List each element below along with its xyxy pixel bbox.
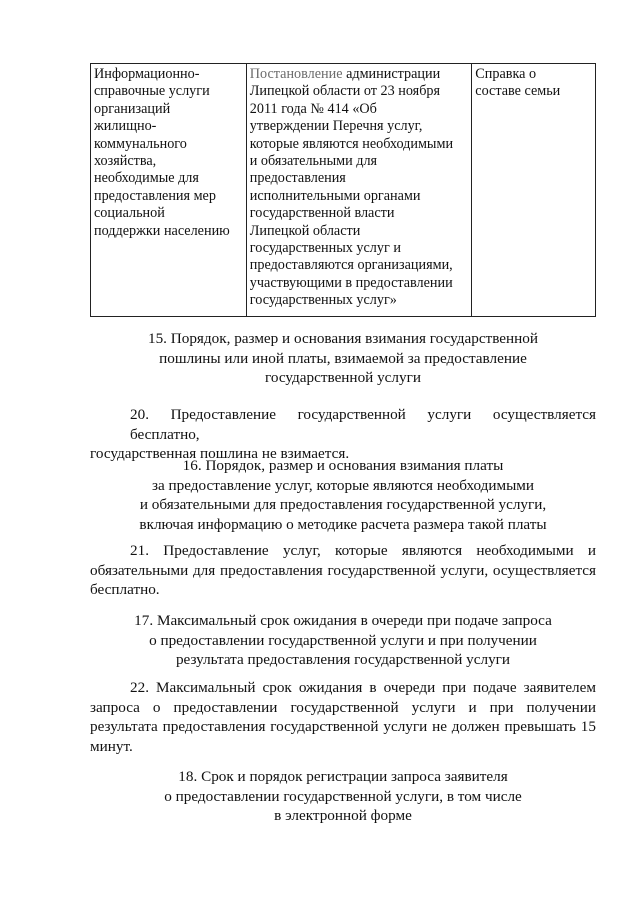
paragraph-line: государственная пошлина не взимается. [90,445,350,463]
heading-line: в электронной форме [274,807,412,825]
cell-text-line: социальной [94,205,165,222]
paragraph-line: 21. Предоставление услуг, которые являются необходимыми и [130,542,596,559]
paragraph-line: 22. Максимальный срок ожидания в очереди при подаче заявителем [130,679,596,696]
heading-line: государственной услуги [265,369,421,387]
cell-text-line: предоставления [249,170,346,187]
cell-text-line: справочные услуги [94,83,210,100]
section-17-heading [90,611,596,670]
cell-text-line: предоставляются организациями, [249,257,453,274]
heading-line: 15. Порядок, размер и основания взимания государственной [147,330,538,347]
cell-text-line: предоставления мер [94,187,216,204]
heading-line: включая информацию о методике расчета размера такой платы [139,515,547,533]
paragraph-20 [90,405,596,464]
paragraph-line: запроса о предоставлении государственной услуги и при получении [90,698,596,716]
cell-text-line [250,66,469,83]
cell-text-line: составе семьи [475,83,561,100]
heading-line: 17. Максимальный срок ожидания в очереди при подаче запроса [134,612,552,629]
heading-line: пошлины или иной платы, взимаемой за предоставление [159,349,527,367]
cell-text-line: Липецкой области от 23 ноября [249,83,441,100]
section-15-heading [90,329,596,388]
heading-line: результата предоставления государственной услуги [175,651,511,669]
heading-line: и обязательными для предоставления государственной услуги, [139,496,547,514]
paragraph-22 [90,678,596,756]
cell-text-line: хозяйства, [94,153,157,170]
legal-basis-first-rest: администрации [342,66,441,82]
cell-text-line: 2011 года № 414 «Об [249,100,377,117]
heading-line: 16. Порядок, размер и основания взимания платы [182,457,504,474]
heading-line: 18. Срок и порядок регистрации запроса заявителя [178,768,508,785]
cell-text-line: коммунального [94,135,187,152]
paragraph-line: обязательными для предоставления государственной услуги, осуществляется [90,561,596,579]
document-cell [472,64,596,317]
cell-text-line: поддержки населению [94,222,230,239]
paragraph-21 [90,541,596,600]
cell-text-line: Информационно- [94,66,200,82]
service-name-cell [91,64,247,317]
section-16-heading [90,456,596,534]
paragraph-line: 20. Предоставление государственной услуги осуществляется бесплатно, [130,406,596,443]
paragraph-line: минут. [90,737,133,755]
table-row [91,64,596,317]
services-table [90,63,596,317]
cell-text-line: и обязательными для [249,153,378,170]
cell-text-line: государственной власти [249,205,395,222]
legal-basis-cell [246,64,472,317]
legal-basis-prefix: Постановление [249,66,343,82]
cell-text-line: которые являются необходимыми [249,135,454,152]
paragraph-line: результата предоставления государственной услуги не должен превышать 15 [90,718,596,736]
cell-text-line: организаций [94,100,171,117]
cell-text-line: необходимые для [94,170,199,187]
cell-text-line: утверждении Перечня услуг, [249,118,423,135]
heading-line: за предоставление услуг, которые являются необходимыми [151,476,535,494]
cell-text-line: исполнительными органами [249,187,421,204]
cell-text-line: Справка о [475,66,537,82]
heading-line: о предоставлении государственной услуги, в том числе [164,787,522,805]
cell-text-line: участвующими в предоставлении [249,274,453,291]
cell-text-line: государственных услуг и [249,240,401,257]
cell-text-line: Липецкой области [249,222,361,239]
paragraph-line: бесплатно. [90,581,160,599]
section-18-heading [90,767,596,826]
cell-text-line: жилищно- [94,118,157,135]
cell-text-line: государственных услуг» [249,292,397,309]
heading-line: о предоставлении государственной услуги и при получении [149,631,537,649]
